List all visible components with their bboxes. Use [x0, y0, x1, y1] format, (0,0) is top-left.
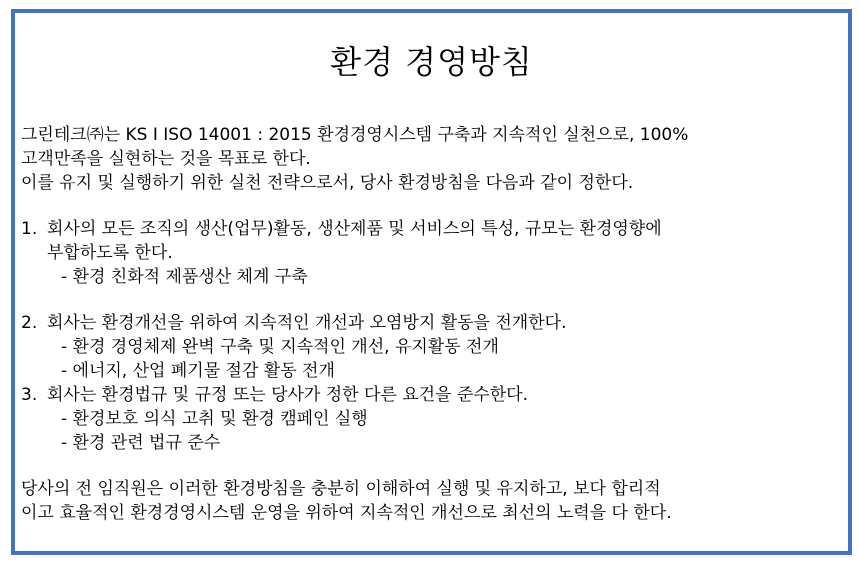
item-number: 1. — [21, 219, 38, 239]
policy-item-2 — [21, 311, 836, 335]
intro-line: 고객만족을 실현하는 것을 목표로 한다. — [21, 149, 311, 169]
sub-item: - 에너지, 산업 폐기물 절감 활동 전개 — [61, 361, 335, 381]
policy-body — [21, 123, 836, 525]
page-title: 환경 경영방침 — [330, 43, 533, 81]
sub-item: - 환경 친화적 제품생산 체계 구축 — [61, 267, 308, 287]
sub-item: - 환경보호 의식 고취 및 환경 캠페인 실행 — [61, 409, 368, 429]
item-text: 회사는 환경법규 및 규정 또는 당사가 정한 다른 요건을 준수한다. — [47, 385, 529, 405]
item-number: 3. — [21, 385, 38, 405]
closing-line: 이고 효율적인 환경경영시스템 운영을 위하여 지속적인 개선으로 최선의 노력을 다 한다. — [21, 503, 672, 523]
sub-item: - 환경 관련 법규 준수 — [61, 433, 221, 453]
intro-line: 이를 유지 및 실행하기 위한 실천 전략으로서, 당사 환경방침을 다음과 같이 정한다. — [21, 173, 634, 193]
policy-frame — [11, 9, 852, 555]
item-text-continued: 부합하도록 한다. — [47, 243, 173, 263]
item-text: 회사는 환경개선을 위하여 지속적인 개선과 오염방지 활동을 전개한다. — [47, 313, 567, 333]
closing-line: 당사의 전 임직원은 이러한 환경방침을 충분히 이해하여 실행 및 유지하고, 보다 합리적 — [21, 479, 661, 499]
policy-item-1 — [21, 217, 836, 241]
item-number: 2. — [21, 313, 38, 333]
policy-item-3 — [21, 383, 836, 407]
item-text: 회사의 모든 조직의 생산(업무)활동, 생산제품 및 서비스의 특성, 규모는 환경영향에 — [47, 219, 662, 239]
sub-item: - 환경 경영체제 완벽 구축 및 지속적인 개선, 유지활동 전개 — [61, 337, 499, 357]
intro-line: 그린테크㈜는 KS I ISO 14001 : 2015 환경경영시스템 구축과 지속적인 실천으로, 100% — [21, 125, 689, 145]
